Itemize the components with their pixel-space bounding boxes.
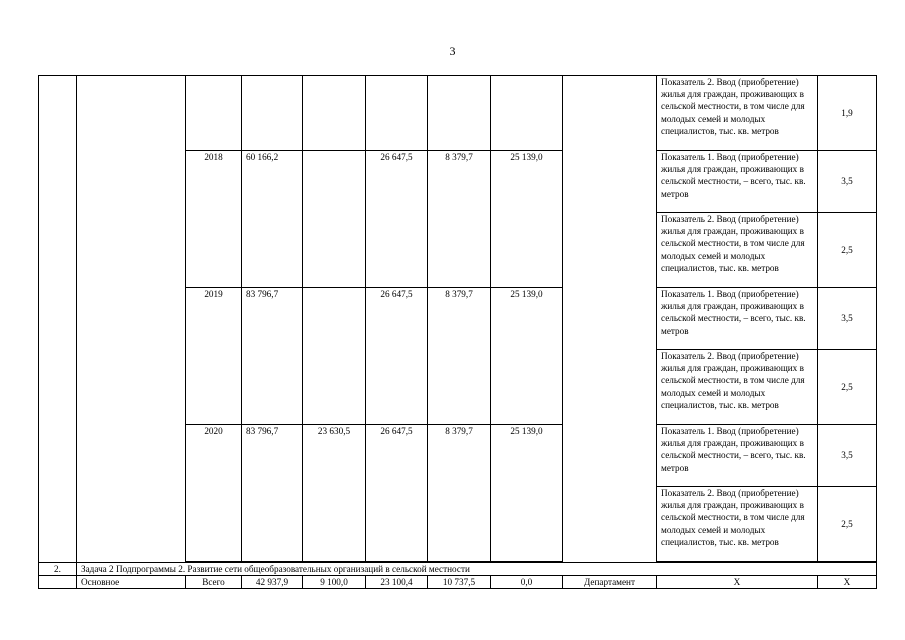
indicator-text: Показатель 2. Ввод (приобретение) жилья для граждан, проживающих в сельской местности, в том числе для молодых семей и молодых специалистов, тыс. кв. метров bbox=[657, 350, 818, 425]
indicator-text: Показатель 1. Ввод (приобретение) жилья для граждан, проживающих в сельской местности, – всего, тыс. кв. метров bbox=[657, 425, 818, 487]
measure-name-cell: Основное bbox=[77, 576, 186, 589]
extrabudget-cell: 25 139,0 bbox=[491, 288, 563, 425]
indicator-value: 2,5 bbox=[818, 350, 877, 425]
page-number: 3 bbox=[449, 44, 456, 58]
municipal-cell: 8 379,7 bbox=[428, 425, 491, 562]
federal-cell bbox=[303, 151, 366, 288]
regional-cell: 26 647,5 bbox=[366, 288, 428, 425]
indicator-text: Показатель 2. Ввод (приобретение) жилья для граждан, проживающих в сельской местности, в том числе для молодых семей и молодых специалистов, тыс. кв. метров bbox=[657, 213, 818, 288]
indicator-value: 2,5 bbox=[818, 213, 877, 288]
program-table bbox=[38, 75, 877, 589]
task-row bbox=[39, 563, 877, 576]
task-title: Задача 2 Подпрограммы 2. Развитие сети общеобразовательных организаций в сельской местности bbox=[77, 563, 877, 576]
total-cell: 60 166,2 bbox=[242, 151, 303, 288]
regional-cell: 26 647,5 bbox=[366, 425, 428, 562]
municipal-cell: 8 379,7 bbox=[428, 288, 491, 425]
task-number: 2. bbox=[39, 563, 77, 576]
executor-cell: Департамент bbox=[563, 576, 657, 589]
year-cell: Всего bbox=[186, 576, 242, 589]
indicator-value: 3,5 bbox=[818, 425, 877, 487]
indicator-text: Показатель 1. Ввод (приобретение) жилья для граждан, проживающих в сельской местности, – всего, тыс. кв. метров bbox=[657, 151, 818, 213]
indicator-text: Х bbox=[657, 576, 818, 589]
year-cell: 2020 bbox=[186, 425, 242, 562]
extrabudget-cell: 25 139,0 bbox=[491, 425, 563, 562]
year-cell: 2019 bbox=[186, 288, 242, 425]
total-cell: 83 796,7 bbox=[242, 425, 303, 562]
table-row bbox=[39, 76, 877, 151]
indicator-value: 3,5 bbox=[818, 288, 877, 350]
extrabudget-cell: 0,0 bbox=[491, 576, 563, 589]
indicator-text: Показатель 2. Ввод (приобретение) жилья для граждан, проживающих в сельской местности, в том числе для молодых семей и молодых специалистов, тыс. кв. метров bbox=[657, 487, 818, 562]
num-column-cell bbox=[39, 76, 77, 563]
indicator-text: Показатель 2. Ввод (приобретение) жилья для граждан, проживающих в сельской местности, в том числе для молодых семей и молодых специалистов, тыс. кв. метров bbox=[657, 76, 818, 151]
federal-cell: 9 100,0 bbox=[303, 576, 366, 589]
municipal-cell: 10 737,5 bbox=[428, 576, 491, 589]
total-cell: 42 937,9 bbox=[242, 576, 303, 589]
indicator-value: 3,5 bbox=[818, 151, 877, 213]
extrabudget-cell: 25 139,0 bbox=[491, 151, 563, 288]
indicator-text: Показатель 1. Ввод (приобретение) жилья для граждан, проживающих в сельской местности, – всего, тыс. кв. метров bbox=[657, 288, 818, 350]
executor-cell bbox=[563, 76, 657, 563]
indicator-value: 2,5 bbox=[818, 487, 877, 562]
federal-cell: 23 630,5 bbox=[303, 425, 366, 562]
regional-cell: 23 100,4 bbox=[366, 576, 428, 589]
indicator-value: Х bbox=[818, 576, 877, 589]
year-cell bbox=[186, 76, 242, 151]
table-row bbox=[39, 576, 877, 589]
indicator-value: 1,9 bbox=[818, 76, 877, 151]
regional-cell: 26 647,5 bbox=[366, 151, 428, 288]
year-cell: 2018 bbox=[186, 151, 242, 288]
measure-name-cell bbox=[77, 76, 186, 563]
federal-cell bbox=[303, 288, 366, 425]
total-cell: 83 796,7 bbox=[242, 288, 303, 425]
municipal-cell: 8 379,7 bbox=[428, 151, 491, 288]
